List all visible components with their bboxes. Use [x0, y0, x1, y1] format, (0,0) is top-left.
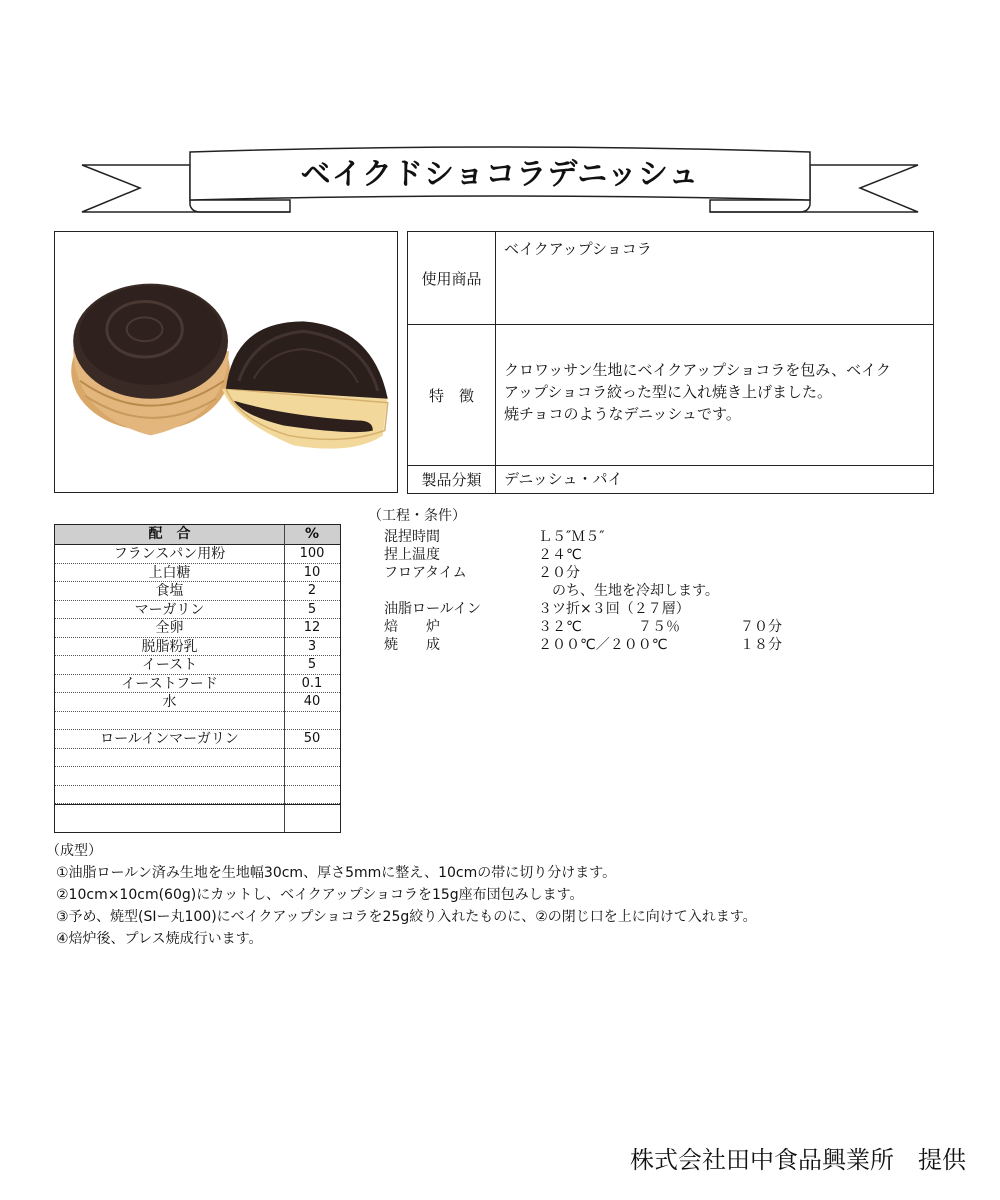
ingredient-percent: 50: [303, 731, 321, 746]
ingredient-name: 全卵: [155, 620, 184, 636]
danish-pastry-icon: [55, 232, 397, 492]
process-value-3: ７０分: [740, 619, 782, 635]
recipe-row: [55, 693, 340, 712]
ingredient-header: 配 合: [148, 526, 191, 542]
product-label: 使用商品: [408, 232, 496, 324]
process-row: [384, 546, 804, 564]
process-label: 混捏時間: [384, 529, 440, 545]
process-value: のち、生地を冷却します。: [538, 583, 719, 599]
process-value: ２０分: [538, 565, 580, 581]
shaping-step: ②10cm×10cm(60g)にカットし、ベイクアップショコラを15g座布団包みします。: [56, 887, 584, 903]
process-row: [384, 582, 804, 600]
process-row: [384, 528, 804, 546]
process-row: [384, 618, 804, 636]
provider-credit: 株式会社田中食品興業所 提供: [630, 1146, 966, 1174]
shaping-step: ④焙炉後、プレス焼成行います。: [56, 931, 263, 947]
recipe-header: [55, 525, 340, 545]
percent-header: %: [304, 526, 320, 542]
ingredient-name: 脱脂粉乳: [141, 638, 198, 655]
recipe-row: [55, 786, 340, 805]
feature-row: [408, 325, 933, 466]
ingredient-percent: 3: [307, 638, 317, 654]
ingredient-name: 水: [162, 694, 177, 710]
ingredient-name: ロールインマーガリン: [100, 731, 239, 747]
process-label: 焼 成: [384, 637, 440, 653]
ingredient-name: フランスパン用粉: [113, 546, 226, 562]
recipe-row: [55, 545, 340, 564]
recipe-row: [55, 601, 340, 620]
process-label: フロアタイム: [384, 565, 467, 581]
ingredient-percent: 0.1: [301, 675, 323, 691]
shaping-step: ③予め、焼型(SIー丸100)にベイクアップショコラを25g絞り入れたものに、②の閉じ口を上に向けて入れます。: [56, 909, 757, 925]
process-row: [384, 636, 804, 654]
process-row: [384, 600, 804, 618]
ingredient-percent: 100: [299, 546, 325, 561]
process-label: 油脂ロールイン: [384, 601, 482, 617]
process-row: [384, 564, 804, 582]
product-row: [408, 232, 933, 325]
recipe-row: [55, 749, 340, 768]
ingredient-name: 食塩: [155, 583, 184, 599]
process-value-2: ７５％: [638, 619, 680, 635]
process-value: ３２℃: [538, 619, 582, 635]
recipe-row: [55, 656, 340, 675]
process-label: 焙 炉: [384, 619, 440, 635]
ingredient-name: 上白糖: [148, 564, 191, 581]
process-title: （工程・条件）: [368, 508, 466, 524]
process-value: Ｌ５″Ｍ５″: [538, 529, 605, 545]
ingredient-percent: 12: [303, 620, 321, 635]
recipe-row: [55, 730, 340, 749]
process-label: 捏上温度: [384, 547, 440, 563]
category-label: 製品分類: [408, 466, 496, 493]
process-value: ３ツ折×３回（２７層）: [538, 601, 690, 617]
ingredient-name: イースト: [141, 657, 198, 673]
feature-value: クロワッサン生地にベイクアップショコラを包み、ベイク アップショコラ絞った型に入れ焼き上げました。 焼チョコのようなデニッシュです。: [504, 361, 891, 423]
process-value-3: １８分: [740, 637, 782, 653]
category-value: デニッシュ・パイ: [504, 470, 623, 488]
shaping-title: （成型）: [46, 843, 102, 859]
recipe-table: [54, 524, 341, 833]
recipe-row: [55, 675, 340, 694]
ingredient-name: イーストフード: [121, 675, 218, 692]
process-value: ２００℃／２００℃: [538, 637, 668, 653]
recipe-row: [55, 619, 340, 638]
recipe-row: [55, 564, 340, 583]
ingredient-name: マーガリン: [134, 601, 205, 618]
ingredient-percent: 5: [307, 657, 317, 672]
ingredient-percent: 10: [303, 564, 321, 580]
shaping-step: ①油脂ロールン済み生地を生地幅30cm、厚さ5mmに整え、10cmの帯に切り分けます。: [56, 865, 617, 881]
page-title: ベイクドショコラデニッシュ: [300, 157, 700, 192]
recipe-row: [55, 712, 340, 731]
ingredient-percent: 40: [303, 694, 321, 709]
product-photo: [54, 231, 398, 493]
recipe-row: [55, 767, 340, 786]
feature-label: 特 徴: [408, 325, 496, 465]
product-value: ベイクアップショコラ: [504, 240, 652, 258]
product-info-table: [407, 231, 934, 494]
recipe-row: [55, 638, 340, 657]
category-row: [408, 466, 933, 493]
recipe-row: [55, 582, 340, 601]
ingredient-percent: 2: [307, 583, 317, 598]
recipe-footer-line: [55, 804, 340, 805]
ingredient-percent: 5: [307, 601, 317, 617]
process-value: ２４℃: [538, 547, 582, 563]
